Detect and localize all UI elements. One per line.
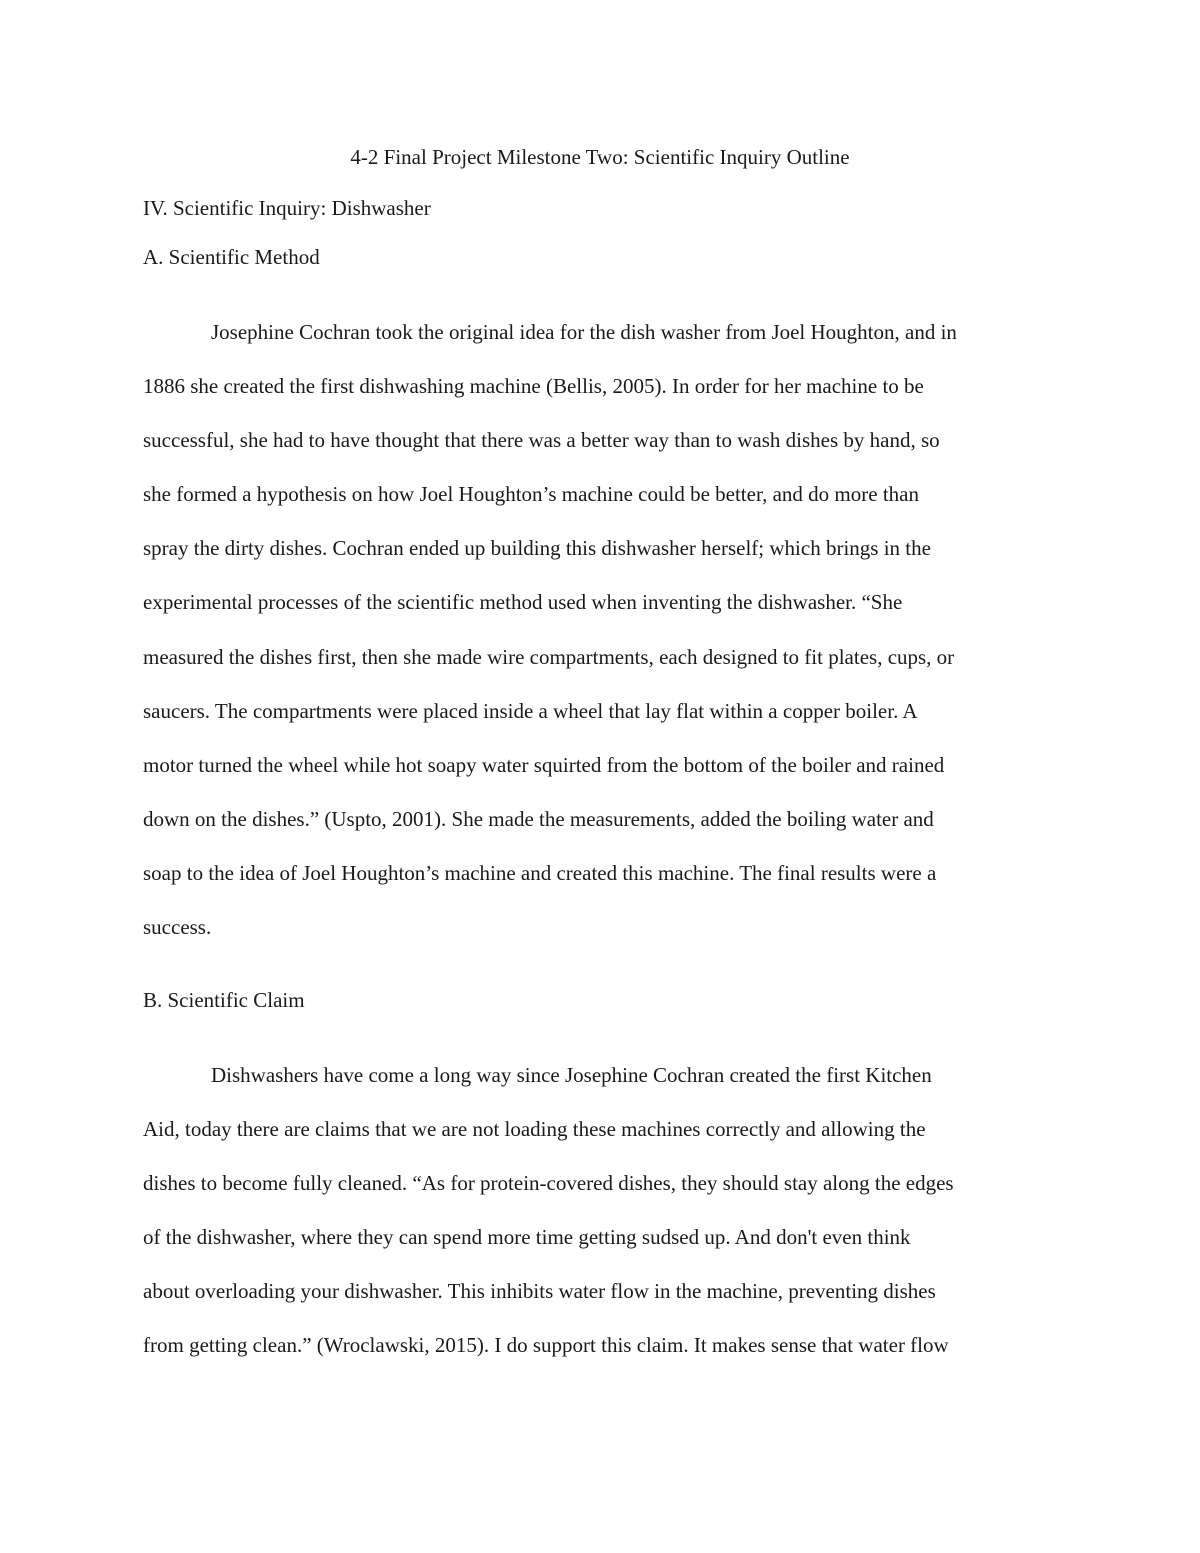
- subsection-b-heading: B. Scientific Claim: [143, 988, 305, 1012]
- paragraph-line: dishes to become fully cleaned. “As for protein-covered dishes, they should stay along the edges: [143, 1171, 954, 1195]
- section-heading: IV. Scientific Inquiry: Dishwasher: [143, 196, 431, 220]
- paragraph-line: Josephine Cochran took the original idea for the dish washer from Joel Houghton, and in: [211, 320, 957, 344]
- paragraph-line: Dishwashers have come a long way since Josephine Cochran created the first Kitchen: [211, 1063, 932, 1087]
- paragraph-line: spray the dirty dishes. Cochran ended up building this dishwasher herself; which brings in the: [143, 536, 931, 560]
- document-title: 4-2 Final Project Milestone Two: Scientific Inquiry Outline: [350, 145, 850, 169]
- paragraph-line: motor turned the wheel while hot soapy water squirted from the bottom of the boiler and rained: [143, 753, 945, 777]
- paragraph-line: about overloading your dishwasher. This inhibits water flow in the machine, preventing dishes: [143, 1279, 936, 1303]
- paragraph-line: saucers. The compartments were placed inside a wheel that lay flat within a copper boiler. A: [143, 699, 918, 723]
- paragraph-line: 1886 she created the first dishwashing machine (Bellis, 2005). In order for her machine to be: [143, 374, 924, 398]
- paragraph-line: successful, she had to have thought that there was a better way than to wash dishes by hand, so: [143, 428, 940, 452]
- paragraph-line: of the dishwasher, where they can spend more time getting sudsed up. And don't even think: [143, 1225, 911, 1249]
- paragraph-line: Aid, today there are claims that we are not loading these machines correctly and allowing the: [143, 1117, 926, 1141]
- paragraph-line: measured the dishes first, then she made wire compartments, each designed to fit plates, cups, or: [143, 645, 955, 669]
- paragraph-line: from getting clean.” (Wroclawski, 2015). I do support this claim. It makes sense that water flow: [143, 1333, 949, 1357]
- subsection-a-heading: A. Scientific Method: [143, 245, 320, 269]
- paragraph-line: soap to the idea of Joel Houghton’s machine and created this machine. The final results were a: [143, 861, 937, 885]
- paragraph-line: success.: [143, 915, 212, 939]
- paragraph-line: down on the dishes.” (Uspto, 2001). She made the measurements, added the boiling water and: [143, 807, 934, 831]
- paragraph-line: she formed a hypothesis on how Joel Houghton’s machine could be better, and do more than: [143, 482, 919, 506]
- paragraph-line: experimental processes of the scientific method used when inventing the dishwasher. “She: [143, 590, 903, 614]
